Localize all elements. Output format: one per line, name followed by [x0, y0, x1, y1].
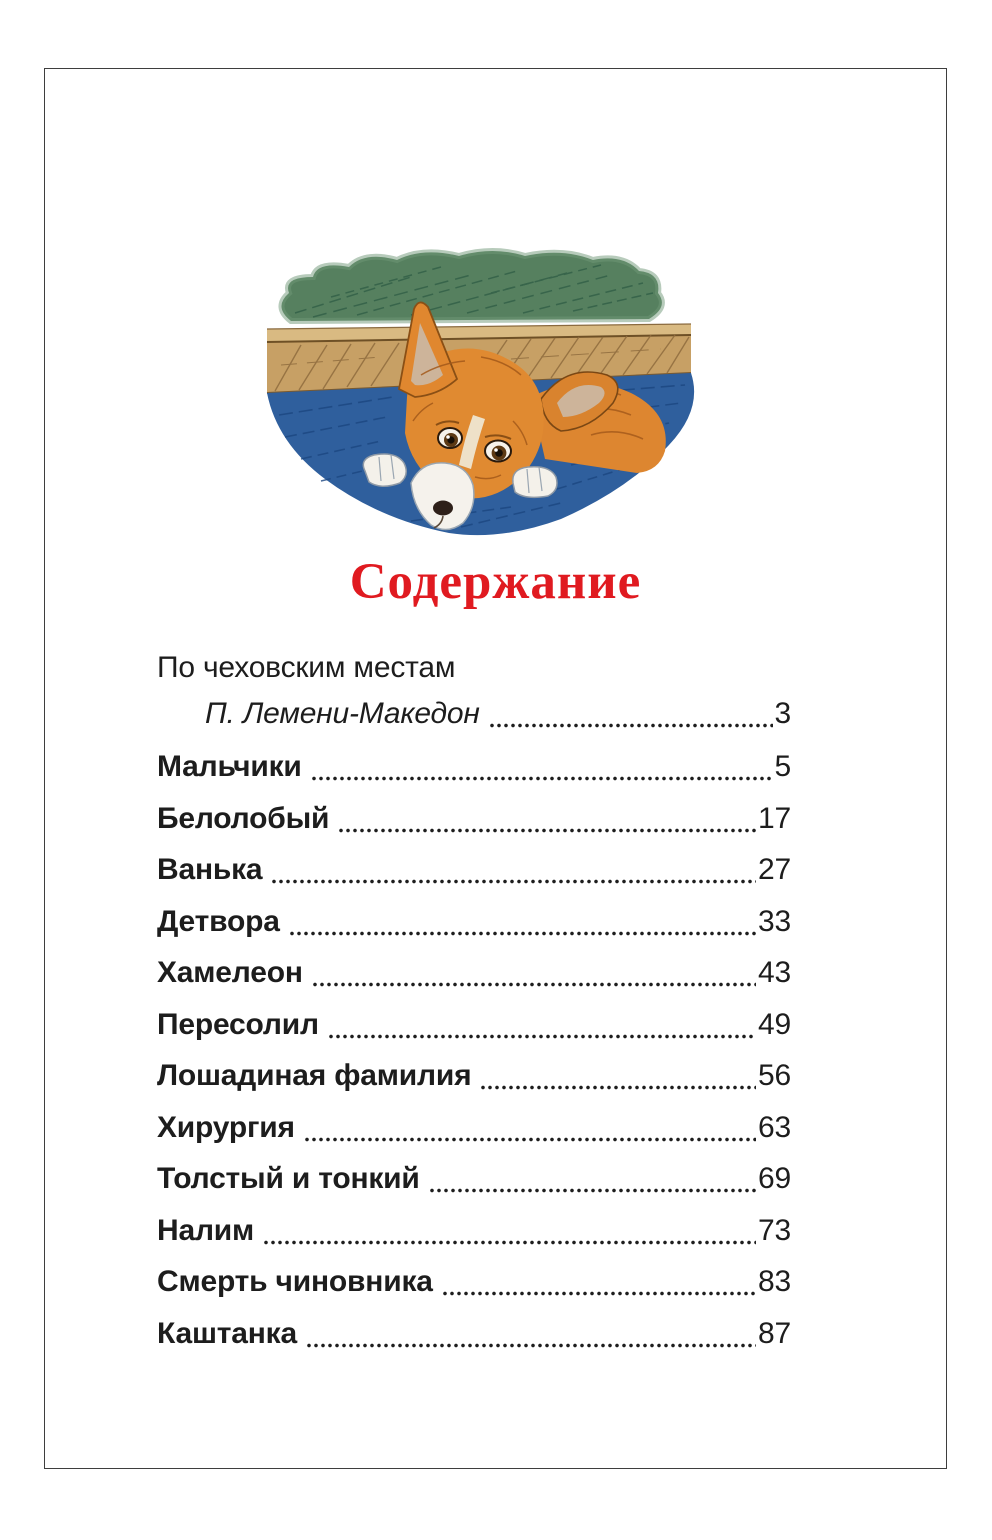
toc-entry-title: Налим [157, 1213, 255, 1247]
toc-entry-row [157, 750, 791, 784]
dot-leader [311, 775, 773, 782]
toc-entry-title: Смерть чиновника [157, 1265, 433, 1298]
toc-entry-page-number: 83 [758, 1265, 791, 1298]
dot-leader [429, 1187, 756, 1194]
dog-illustration-svg [261, 245, 697, 547]
bushes-graphic [281, 251, 661, 321]
toc-entry-title: Мальчики [157, 750, 302, 783]
dot-leader [338, 827, 756, 834]
dot-leader [271, 878, 756, 885]
toc-entry-title: Каштанка [157, 1316, 297, 1350]
dog-illustration [261, 245, 697, 547]
toc-entry-title: Пересолил [157, 1007, 319, 1041]
dot-leader [263, 1239, 756, 1246]
toc-entry-page-number: 87 [758, 1316, 791, 1350]
dot-leader [312, 981, 756, 988]
dot-leader [480, 1084, 756, 1091]
dot-leader [289, 930, 756, 937]
toc-entry-row [157, 1111, 791, 1145]
toc-entry-page-number: 27 [758, 853, 791, 886]
toc-entry-row [157, 1317, 791, 1351]
toc-entry-page-number: 56 [758, 1059, 791, 1092]
toc-entry-row [157, 1162, 791, 1196]
toc-entry-page-number: 63 [758, 1110, 791, 1144]
toc-entry-page-number: 49 [758, 1007, 791, 1041]
toc-entry-page-number: 69 [758, 1162, 791, 1195]
toc-intro-page-number: 3 [774, 697, 791, 730]
dot-leader [328, 1033, 756, 1040]
toc-entry-title: Хирургия [157, 1110, 295, 1144]
table-of-contents [157, 651, 791, 1368]
toc-entry-title: Белолобый [157, 801, 330, 835]
toc-entry-title: Толстый и тонкий [157, 1162, 420, 1195]
toc-entry-title: Ванька [157, 853, 263, 886]
toc-entry-page-number: 5 [774, 750, 791, 783]
dot-leader [304, 1136, 756, 1143]
toc-entry-title: Лошадиная фамилия [157, 1059, 472, 1092]
toc-entry-row [157, 802, 791, 836]
toc-entry-row [157, 1059, 791, 1093]
dog-left-paw [363, 454, 406, 486]
page-border-frame [44, 68, 947, 1469]
dot-leader [442, 1290, 756, 1297]
toc-entry-row [157, 956, 791, 990]
toc-entry-row [157, 1214, 791, 1248]
toc-entry-title: Хамелеон [157, 956, 303, 989]
toc-intro-title: По чеховским местам [157, 651, 456, 684]
page-title: Содержание [349, 554, 642, 610]
dog-nose [433, 501, 453, 516]
toc-entry-row [157, 1008, 791, 1042]
toc-intro-row [157, 651, 791, 685]
toc-entry-row [157, 853, 791, 887]
dot-leader [489, 722, 773, 729]
dot-leader [306, 1342, 756, 1349]
toc-entry-page-number: 73 [758, 1213, 791, 1247]
toc-entry-title: Детвора [157, 904, 280, 938]
toc-entry-page-number: 33 [758, 904, 791, 938]
toc-entry-page-number: 43 [758, 956, 791, 989]
toc-entry-row [157, 905, 791, 939]
dog-right-paw [513, 467, 557, 498]
toc-entry-page-number: 17 [758, 801, 791, 835]
toc-entry-row [157, 1265, 791, 1299]
toc-intro-author: П. Лемени-Македон [205, 697, 480, 730]
toc-intro-author-row [157, 697, 791, 731]
